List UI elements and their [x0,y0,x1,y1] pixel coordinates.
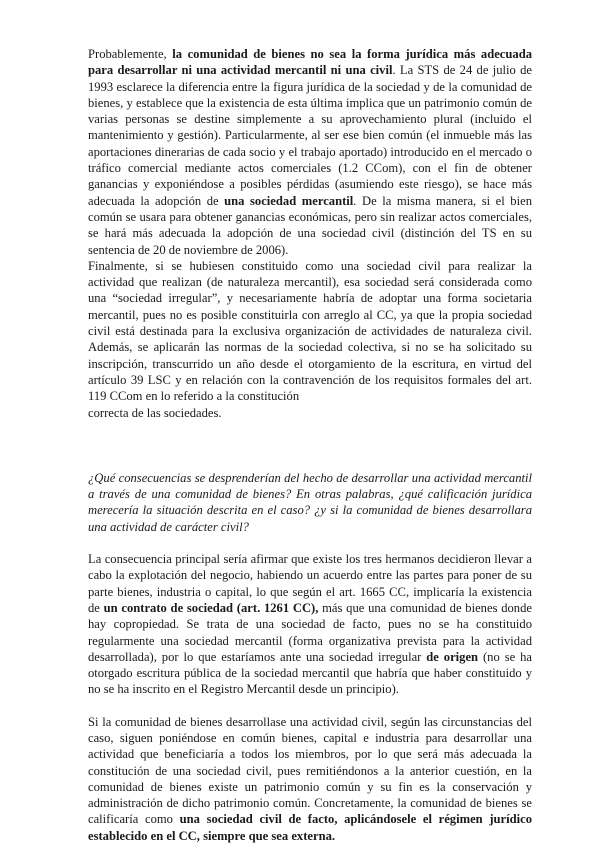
paragraph-forma-juridica [88,46,532,258]
text-run: Finalmente, si se hubiesen constituido como una sociedad civil para realizar la actividad que realizan (de naturaleza mercantil), esa sociedad será considerada como una “sociedad irregular”, y necesariamente habría de adoptar una forma societaria mercantil, pues no es posible constituirla con arreglo al CC, ya que la propia sociedad civil está destinada para la exclusiva organización de actividades de naturaleza civil. Además, se aplicarán las normas de la sociedad colectiva, si no se ha solicitado su inscripción, transcurrido un año desde el otorgamiento de la escritura, en virtud del artículo 39 LSC y en relación con la contravención de los requisitos formales del art. 119 CCom en lo referido a la constitución [88,258,532,404]
spacer [88,454,532,470]
spacer [88,421,532,454]
bold-text-run: la comunidad de bienes no sea la forma jurídica más adecuada para desarrollar ni una actividad mercantil ni una civil [88,47,532,78]
bold-text-run: una sociedad mercantil [224,193,354,208]
text-run: Probablemente, [88,47,173,61]
text-run: más que una comunidad de bienes donde hay copropiedad. Se trata de una sociedad de facto, pues no se ha constituido regularmente una sociedad mercantil (forma organizativa prevista para la actividad desarrollada), por lo que estaríamos ante una sociedad irregular [88,600,532,664]
text-run: La consecuencia principal sería afirmar que existe los tres hermanos decidieron llevar a cabo la explotación del negocio, habiendo un acuerdo entre las partes para poner de su parte bienes, industria o capital, lo que según el art. 1665 CC, implicaría la existencia de [88,552,532,615]
bold-text-run: de origen [426,649,479,664]
spacer [88,535,532,551]
text-run: Si la comunidad de bienes desarrollase una actividad civil, según las circunstancias del caso, siguen poniéndose en común bienes, capital e industria para desarrollar una actividad que beneficiaría a todos los miembros, por lo que será más adecuada la constitución de una sociedad civil, pues remitiéndonos a la anterior cuestión, en la comunidad de bienes existe un patrimonio común y su fin es la conservación y administración de dicho patrimonio común. Concretamente, la comunidad de bienes se calificaría como [88,714,532,827]
text-run: correcta de las sociedades. [88,405,222,420]
text-run: . De la misma manera, si el bien común se usara para obtener ganancias económicas, pero sin realizar actos comerciales, se hará más adecuada la adopción de una sociedad civil (distinción del TS en su sentencia de 20 de noviembre de 2006). [88,193,532,257]
paragraph-consecuencia [88,551,532,698]
paragraph-finalmente [88,258,532,421]
bold-text-run: un contrato de sociedad (art. 1261 CC), [103,600,319,615]
text-run: . La STS de 24 de julio de 1993 esclarece la diferencia entre la figura jurídica de la sociedad y de la comunidad de bienes, y establece que la existencia de esta última implica que un patrimonio común de varias personas se destine simplemente a su aprovechamiento plural (incluido el mantenimiento y gestión). Particularmente, al ser ese bien común (el inmueble más las aportaciones dinerarias de cada socio y el trabajo aportado) introducido en el mercado o tráfico comercial mediante actos comerciales (1.2 CCom), con el fin de obtener ganancias y exponiéndose a posibles pérdidas (asumiendo este riesgo), se hace más adecuada la adopción de [88,63,532,208]
question-heading: ¿Qué consecuencias se desprenderían del hecho de desarrollar una actividad mercantil a través de una comunidad de bienes? En otras palabras, ¿qué calificación jurídica merecería la situación descrita en el caso? ¿y si la comunidad de bienes desarrollara una actividad de carácter civil? [88,470,532,534]
paragraph-actividad-civil [88,714,532,844]
bold-text-run: una sociedad civil de facto, aplicándosele el régimen jurídico establecido en el CC, siempre que sea externa. [88,812,533,843]
document-page [88,46,532,844]
text-run: (no se ha otorgado escritura pública de la sociedad mercantil que habría que haber constituido y no se ha inscrito en el Registro Mercantil desde un principio). [88,649,532,697]
spacer [88,698,532,714]
